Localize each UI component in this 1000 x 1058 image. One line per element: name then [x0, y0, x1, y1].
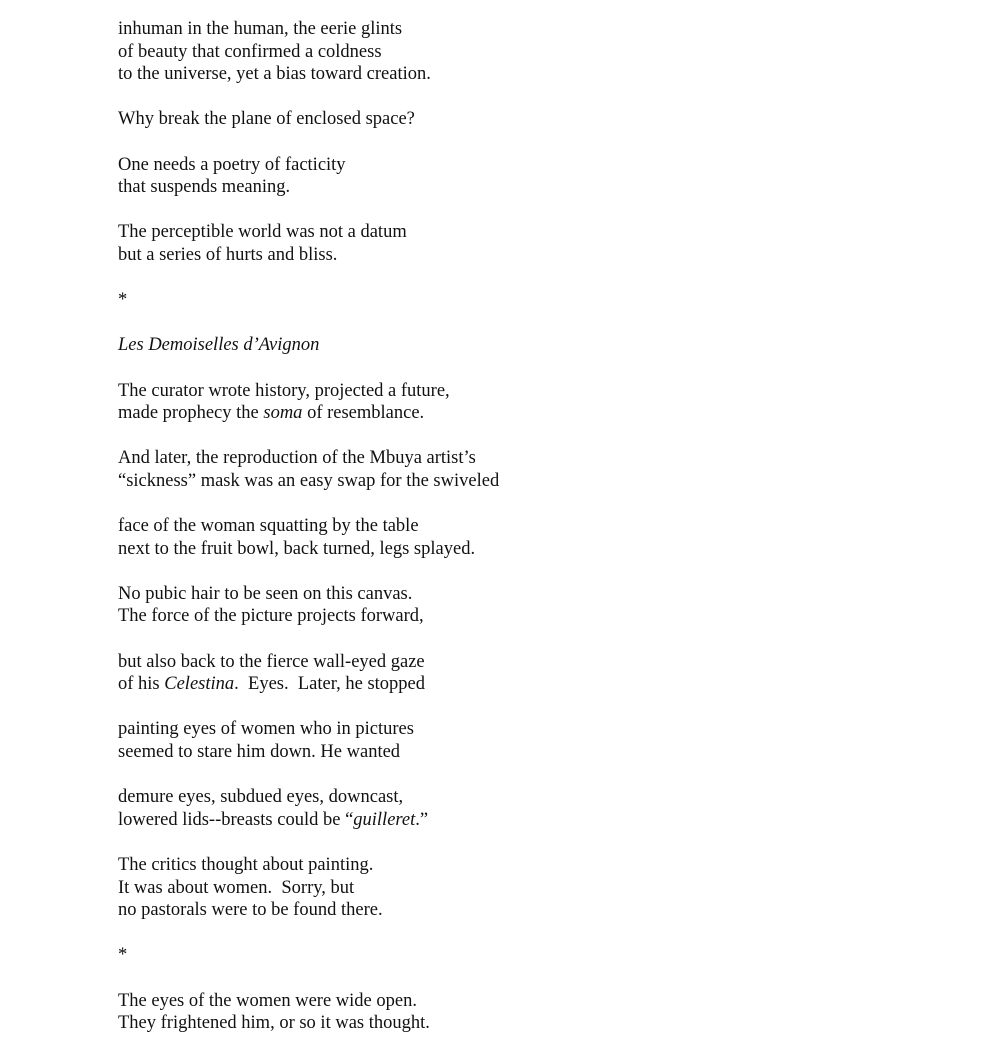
poem-line: The perceptible world was not a datum: [118, 222, 407, 243]
poem-line: [118, 809, 958, 832]
line-text: lowered lids--breasts could be “: [118, 809, 354, 830]
section-divider-2: [118, 944, 958, 967]
stanza-12: [118, 854, 958, 922]
poem-line: It was about women. Sorry, but: [118, 877, 355, 898]
poem-line: of beauty that confirmed a coldness: [118, 41, 382, 62]
poem-line: seemed to stare him down. He wanted: [118, 742, 401, 762]
stanza-9: [118, 651, 958, 696]
stanza-8: [118, 583, 958, 628]
line-text: . Eyes. Later, he stopped: [234, 674, 426, 695]
poem-line: inhuman in the human, the eerie glints: [118, 19, 403, 39]
italic-word: guilleret: [353, 809, 416, 830]
poem-line: no pastorals were to be found there.: [118, 900, 383, 921]
line-text: made prophecy the: [118, 403, 264, 424]
poem-line: face of the woman squatting by the table: [118, 516, 419, 537]
poem-line: that suspends meaning.: [118, 177, 291, 198]
stanza-4: [118, 221, 958, 266]
poem-line: They frightened him, or so it was thought.: [118, 1013, 430, 1034]
poem-line: but also back to the fierce wall-eyed gaze: [118, 651, 425, 672]
poem-line: No pubic hair to be seen on this canvas.: [118, 583, 413, 604]
poem-line: “sickness” mask was an easy swap for the swiveled: [118, 470, 500, 491]
poem-line: The eyes of the women were wide open.: [118, 990, 417, 1011]
stanza-3: [118, 154, 958, 199]
asterisk-divider: *: [118, 945, 128, 966]
poem-line: One needs a poetry of facticity: [118, 154, 346, 175]
line-text: .”: [415, 809, 429, 830]
line-text: of resemblance.: [302, 403, 425, 424]
section-title-block: [118, 334, 958, 357]
poem-line: [118, 402, 958, 425]
poem-line: And later, the reproduction of the Mbuya artist’s: [118, 448, 476, 469]
stanza-13: [118, 990, 958, 1035]
poem-line: but a series of hurts and bliss.: [118, 244, 338, 265]
section-title: Les Demoiselles d’Avignon: [118, 335, 320, 356]
italic-word: soma: [263, 403, 303, 424]
poem-line: [118, 673, 958, 696]
stanza-1: [118, 18, 958, 86]
section-divider-1: [118, 289, 958, 312]
poem-line: The curator wrote history, projected a future,: [118, 380, 450, 401]
stanza-7: [118, 515, 958, 560]
stanza-11: [118, 786, 958, 831]
stanza-10: [118, 718, 958, 763]
poem-line: The critics thought about painting.: [118, 854, 374, 875]
poem-line: Why break the plane of enclosed space?: [118, 109, 415, 130]
poem-line: to the universe, yet a bias toward creation.: [118, 64, 431, 85]
asterisk-divider: *: [118, 290, 128, 311]
poem-page: [118, 18, 958, 1057]
poem-line: next to the fruit bowl, back turned, legs splayed.: [118, 538, 476, 559]
poem-line: The force of the picture projects forward,: [118, 606, 424, 627]
line-text: of his: [118, 674, 165, 695]
poem-line: painting eyes of women who in pictures: [118, 719, 414, 740]
stanza-6: [118, 447, 958, 492]
poem-line: demure eyes, subdued eyes, downcast,: [118, 787, 404, 808]
stanza-2: [118, 108, 958, 131]
italic-word: Celestina: [164, 674, 235, 695]
stanza-5: [118, 380, 958, 425]
